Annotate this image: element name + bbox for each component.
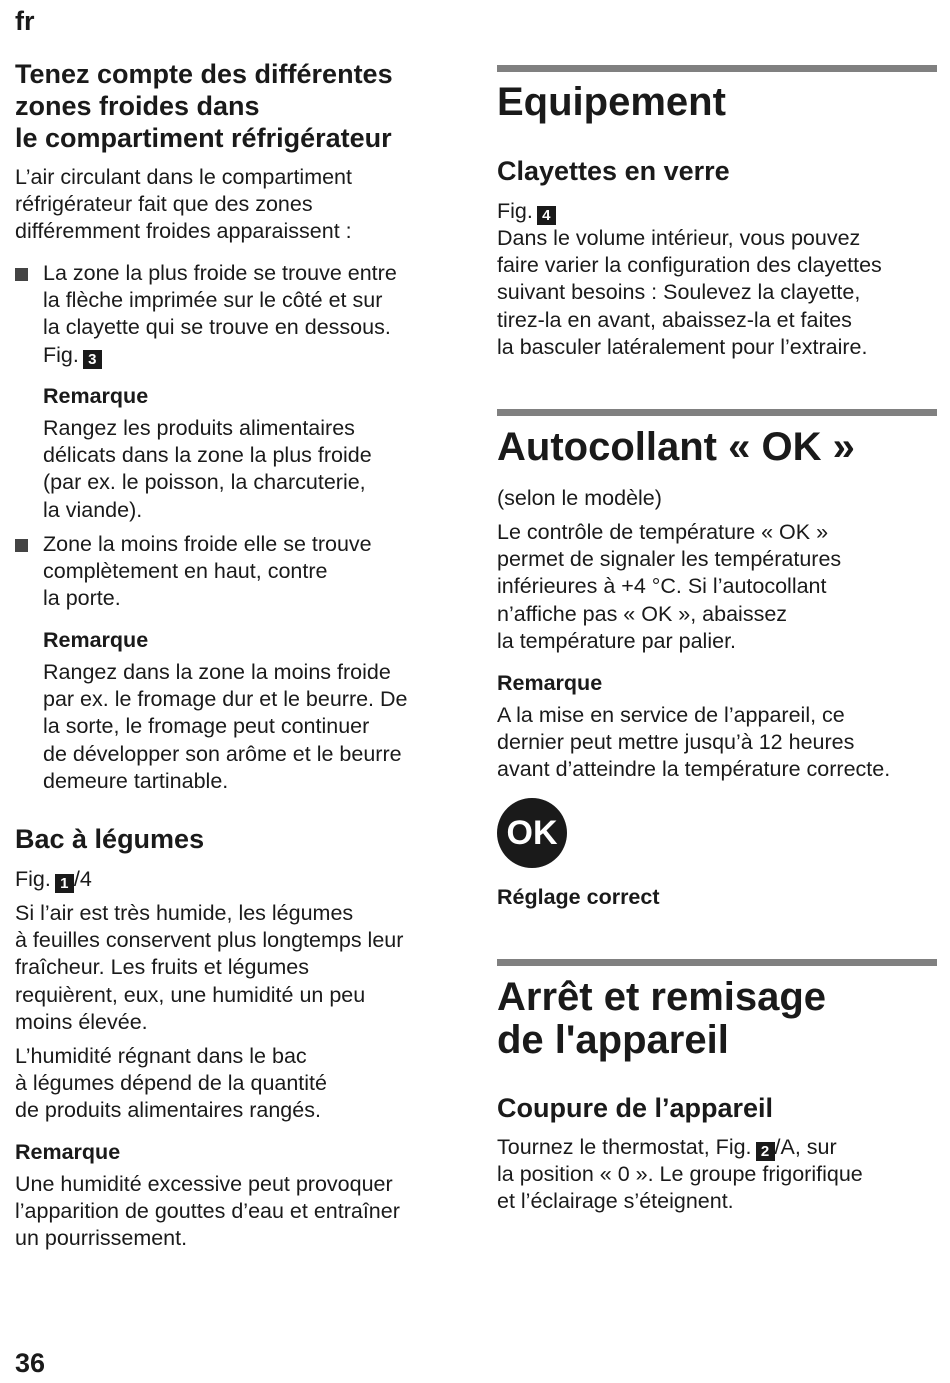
figure-reference [497, 198, 556, 225]
text-line: la viande). [43, 497, 143, 522]
text-line: Rangez les produits alimentaires [43, 416, 355, 440]
zones-heading-line: le compartiment réfrigérateur [15, 123, 392, 153]
bac-heading: Bac à légumes [15, 824, 205, 854]
section-divider [497, 65, 937, 72]
heading-line: de l'appareil [497, 1018, 729, 1062]
note-least-cold-text [43, 659, 463, 795]
clayettes-text [497, 225, 937, 361]
text-line: la porte. [43, 586, 121, 611]
section-divider [497, 409, 937, 416]
bullet-least-cold-zone [43, 531, 463, 613]
text-line: Une humidité excessive peut provoquer [15, 1172, 393, 1196]
text-line: de produits alimentaires rangés. [15, 1098, 321, 1123]
section-divider [497, 959, 937, 966]
text-line: réfrigérateur fait que des zones [15, 192, 313, 217]
text-line: Rangez dans la zone la moins froide [43, 660, 391, 684]
zones-heading-line: Tenez compte des différentes [15, 59, 393, 89]
text-line: La zone la plus froide se trouve entre [43, 261, 397, 285]
bullet-square-icon [15, 268, 28, 281]
text-line: par ex. le fromage dur et le beurre. De [43, 687, 408, 712]
text-line: à feuilles conservent plus longtemps leur [15, 928, 404, 953]
text-line: Dans le volume intérieur, vous pouvez [497, 226, 861, 250]
heading-line: Arrêt et remisage [497, 975, 827, 1019]
bullet-square-icon [15, 539, 28, 552]
figure-number-badge: 2 [756, 1142, 775, 1161]
note-title: Remarque [15, 1140, 121, 1164]
clayettes-heading: Clayettes en verre [497, 156, 730, 186]
text-line: Si l’air est très humide, les légumes [15, 901, 354, 925]
note-title: Remarque [497, 671, 603, 695]
text-line: l’apparition de gouttes d’eau et entraîner [15, 1199, 400, 1224]
text-line: la température par palier. [497, 628, 737, 653]
text-line: (par ex. le poisson, la charcuterie, [43, 470, 366, 495]
text-line: permet de signaler les températures [497, 547, 842, 572]
fig-label: Fig. [15, 867, 51, 891]
text-line: différemment froides apparaissent : [15, 219, 352, 244]
text-line: la flèche imprimée sur le côté et sur [43, 288, 383, 313]
text-line: à légumes dépend de la quantité [15, 1071, 327, 1096]
text-line: fraîcheur. Les fruits et légumes [15, 955, 309, 980]
note-title: Remarque [43, 628, 149, 652]
zones-heading [15, 58, 455, 154]
text-line: tirez-la en avant, abaissez-la et faites [497, 307, 852, 332]
bac-paragraph-1 [15, 900, 455, 1036]
autocollant-text [497, 519, 937, 655]
text-suffix: /A, sur [774, 1135, 837, 1159]
figure-reference [43, 342, 463, 369]
text-line: dernier peut mettre jusqu’à 12 heures [497, 730, 855, 755]
figure-number-badge: 4 [537, 206, 556, 225]
equipement-heading: Equipement [497, 80, 726, 124]
figure-number-badge: 3 [83, 350, 102, 369]
text-line: avant d’atteindre la température correcte. [497, 757, 891, 782]
figure-reference [15, 866, 92, 893]
text-line: complètement en haut, contre [43, 559, 328, 584]
text-line: inférieures à +4 °C. Si l’autocollant [497, 574, 827, 599]
page-number: 36 [15, 1348, 46, 1378]
ok-caption: Réglage correct [497, 885, 660, 909]
zones-intro [15, 164, 455, 246]
text-line: la position « 0 ». Le groupe frigorifique [497, 1162, 863, 1187]
coupure-heading: Coupure de l’appareil [497, 1093, 774, 1123]
text-line: la basculer latéralement pour l’extraire. [497, 334, 868, 359]
text-line: demeure tartinable. [43, 768, 229, 793]
autocollant-heading: Autocollant « OK » [497, 425, 855, 469]
figure-number-badge: 1 [55, 874, 74, 893]
bac-paragraph-2 [15, 1043, 455, 1125]
coupure-text [497, 1134, 937, 1216]
text-prefix: Tournez le thermostat, Fig. [497, 1135, 752, 1159]
arret-heading [497, 976, 826, 1062]
bac-note-text [15, 1171, 455, 1253]
zones-heading-line: zones froides dans [15, 91, 260, 121]
autocollant-note-text [497, 702, 942, 784]
text-line: faire varier la configuration des clayettes [497, 253, 882, 278]
text-line [497, 1134, 937, 1161]
text-line: Zone la moins froide elle se trouve [43, 532, 372, 556]
text-line: la sorte, le fromage peut continuer [43, 714, 370, 739]
language-code: fr [15, 6, 35, 36]
text-line: requièrent, eux, une humidité un peu [15, 982, 366, 1007]
fig-label: Fig. [43, 342, 79, 367]
text-line: A la mise en service de l’appareil, ce [497, 703, 845, 727]
text-line: délicats dans la zone la plus froide [43, 443, 372, 468]
text-line: n’affiche pas « OK », abaissez [497, 601, 788, 626]
text-line: de développer son arôme et le beurre [43, 741, 402, 766]
text-line: L’humidité régnant dans le bac [15, 1044, 307, 1068]
text-line: Le contrôle de température « OK » [497, 520, 829, 544]
note-title: Remarque [43, 384, 149, 408]
note-coldest-text [43, 415, 463, 524]
bullet-coldest-zone [43, 260, 463, 369]
text-line: un pourrissement. [15, 1226, 188, 1251]
model-note: (selon le modèle) [497, 486, 662, 510]
text-line: et l’éclairage s’éteignent. [497, 1189, 734, 1214]
ok-sticker-icon: OK [497, 798, 567, 868]
text-line: la clayette qui se trouve en dessous. [43, 315, 391, 340]
text-line: moins élevée. [15, 1009, 148, 1034]
text-line: suivant besoins : Soulevez la clayette, [497, 280, 861, 305]
fig-label: Fig. [497, 199, 533, 223]
text-line: L’air circulant dans le compartiment [15, 165, 352, 189]
fig-suffix: /4 [73, 867, 92, 891]
